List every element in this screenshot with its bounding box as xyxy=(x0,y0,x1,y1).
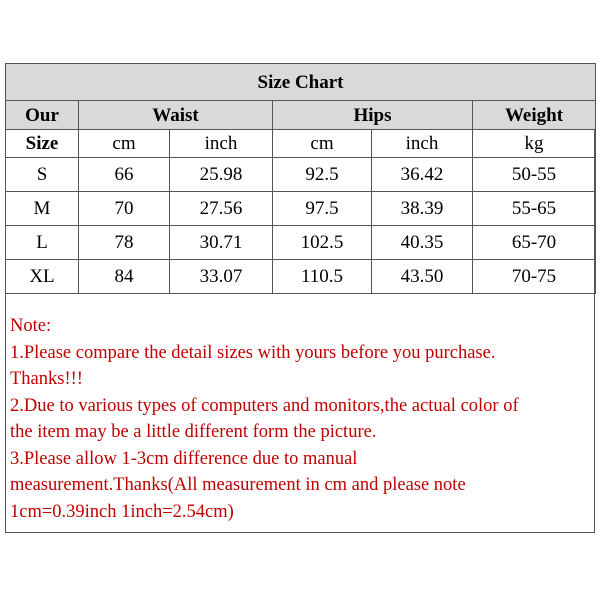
title-row xyxy=(6,64,596,101)
note-line: the item may be a little different form the picture. xyxy=(10,422,377,442)
our-size-label-bottom: Size xyxy=(6,130,79,158)
weight-cell: 50-55 xyxy=(473,158,596,192)
waist-cm-cell: 84 xyxy=(79,260,170,294)
unit-hips-cm: cm xyxy=(273,130,372,158)
hips-cm-cell: 92.5 xyxy=(273,158,372,192)
our-size-label-top: Our xyxy=(6,101,79,130)
waist-inch-cell: 30.71 xyxy=(170,226,273,260)
table-row xyxy=(6,260,596,294)
hips-cm-cell: 110.5 xyxy=(273,260,372,294)
note-line: 3.Please allow 1-3cm difference due to manual xyxy=(10,448,358,469)
weight-cell: 70-75 xyxy=(473,260,596,294)
hips-inch-cell: 38.39 xyxy=(372,192,473,226)
hips-header: Hips xyxy=(273,101,473,130)
weight-cell: 55-65 xyxy=(473,192,596,226)
waist-cm-cell: 70 xyxy=(79,192,170,226)
chart-title: Size Chart xyxy=(6,64,596,101)
group-header-row xyxy=(6,101,596,130)
size-cell: S xyxy=(6,158,79,192)
note-line: 2.Due to various types of computers and monitors,the actual color of xyxy=(10,395,519,416)
size-chart-table xyxy=(5,63,596,294)
table-row xyxy=(6,192,596,226)
unit-waist-cm: cm xyxy=(79,130,170,158)
note-heading: Note: xyxy=(10,316,52,336)
hips-cm-cell: 102.5 xyxy=(273,226,372,260)
note-line: 1cm=0.39inch 1inch=2.54cm) xyxy=(10,501,234,522)
unit-weight-kg: kg xyxy=(473,130,596,158)
note-line: measurement.Thanks(All measurement in cm and please note xyxy=(10,475,466,495)
weight-header: Weight xyxy=(473,101,596,130)
waist-cm-cell: 78 xyxy=(79,226,170,260)
table-row xyxy=(6,226,596,260)
note-line: 1.Please compare the detail sizes with yours before you purchase. xyxy=(10,342,496,363)
size-cell: XL xyxy=(6,260,79,294)
unit-waist-inch: inch xyxy=(170,130,273,158)
waist-inch-cell: 33.07 xyxy=(170,260,273,294)
size-cell: M xyxy=(6,192,79,226)
waist-header: Waist xyxy=(79,101,273,130)
hips-inch-cell: 40.35 xyxy=(372,226,473,260)
hips-cm-cell: 97.5 xyxy=(273,192,372,226)
notes-block xyxy=(10,313,590,525)
table-row xyxy=(6,158,596,192)
waist-inch-cell: 27.56 xyxy=(170,192,273,226)
weight-cell: 65-70 xyxy=(473,226,596,260)
waist-inch-cell: 25.98 xyxy=(170,158,273,192)
unit-header-row xyxy=(6,130,596,158)
hips-inch-cell: 36.42 xyxy=(372,158,473,192)
size-cell: L xyxy=(6,226,79,260)
unit-hips-inch: inch xyxy=(372,130,473,158)
waist-cm-cell: 66 xyxy=(79,158,170,192)
hips-inch-cell: 43.50 xyxy=(372,260,473,294)
note-line: Thanks!!! xyxy=(10,369,83,389)
